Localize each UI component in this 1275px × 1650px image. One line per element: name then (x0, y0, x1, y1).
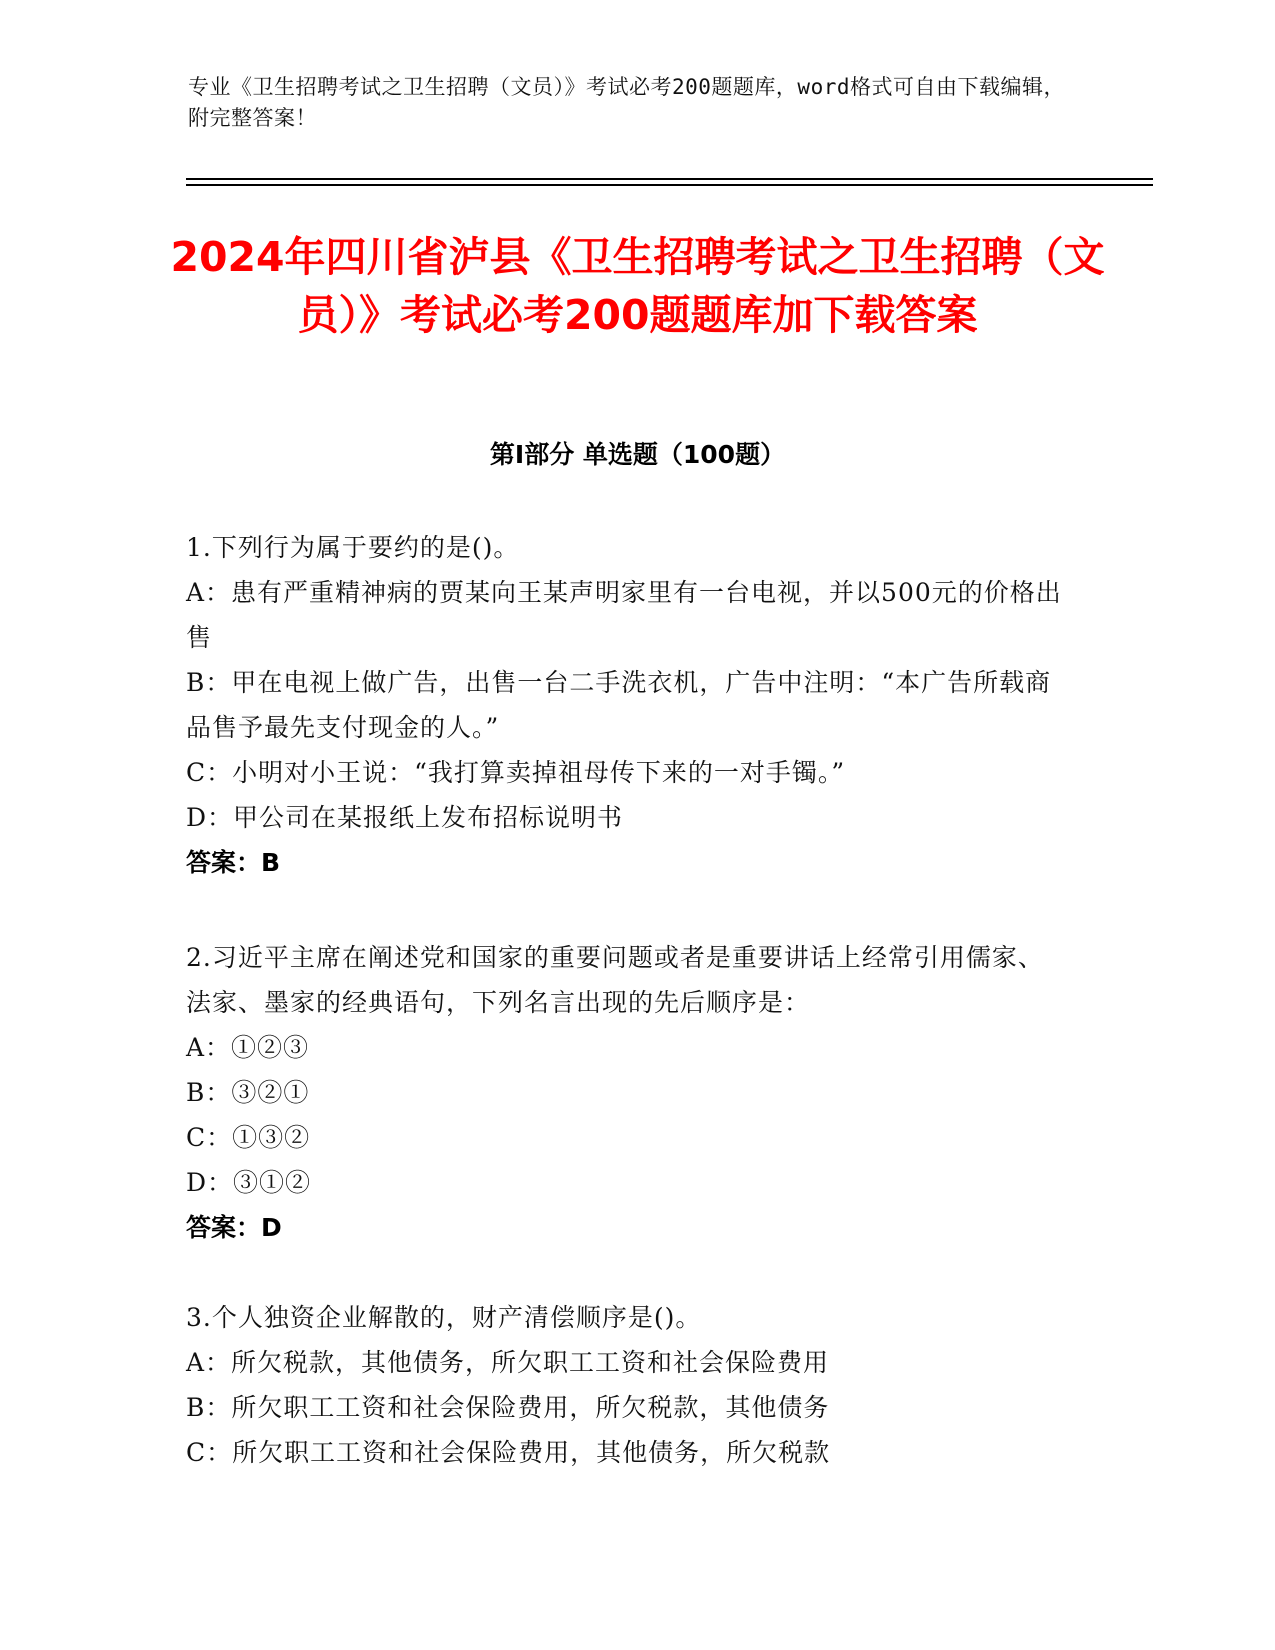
question-3 (186, 1295, 1066, 1475)
option-a: A：患有严重精神病的贾某向王某声明家里有一台电视，并以500元的价格出售 (186, 578, 1062, 652)
option-b: B：所欠职工工资和社会保险费用，所欠税款，其他债务 (186, 1393, 830, 1422)
option-c: C：所欠职工工资和社会保险费用，其他债务，所欠税款 (186, 1438, 831, 1467)
answer: 答案：D (186, 1213, 282, 1242)
option-d: D：③①② (186, 1168, 312, 1197)
answer: 答案：B (186, 848, 281, 877)
option-a: A：①②③ (186, 1033, 310, 1062)
section-heading: 第Ⅰ部分 单选题（100题） (489, 440, 786, 469)
question-1 (186, 525, 1066, 885)
header-note: 专业《卫生招聘考试之卫生招聘（文员）》考试必考200题题库，word格式可自由下载编辑，附完整答案！ (188, 75, 1065, 130)
question-stem: 2.习近平主席在阐述党和国家的重要问题或者是重要讲话上经常引用儒家、法家、墨家的经典语句，下列名言出现的先后顺序是： (186, 943, 1044, 1017)
option-c: C：小明对小王说：“我打算卖掉祖母传下来的一对手镯。” (186, 758, 846, 787)
option-b: B：③②① (186, 1078, 310, 1107)
option-c: C：①③② (186, 1123, 311, 1152)
question-stem: 1.下列行为属于要约的是()。 (186, 533, 520, 562)
option-b: B：甲在电视上做广告，出售一台二手洗衣机，广告中注明：“本广告所载商品售予最先支付现金的人。” (186, 668, 1052, 742)
header-rule-top (186, 178, 1153, 180)
option-a: A：所欠税款，其他债务，所欠职工工资和社会保险费用 (186, 1348, 830, 1377)
document-title: 2024年四川省泸县《卫生招聘考试之卫生招聘（文员）》考试必考200题题库加下载答案 (170, 233, 1105, 339)
question-stem: 3.个人独资企业解散的，财产清偿顺序是()。 (186, 1303, 702, 1332)
option-d: D：甲公司在某报纸上发布招标说明书 (186, 803, 624, 832)
question-2 (186, 935, 1066, 1250)
header-rule-bottom (186, 184, 1153, 186)
